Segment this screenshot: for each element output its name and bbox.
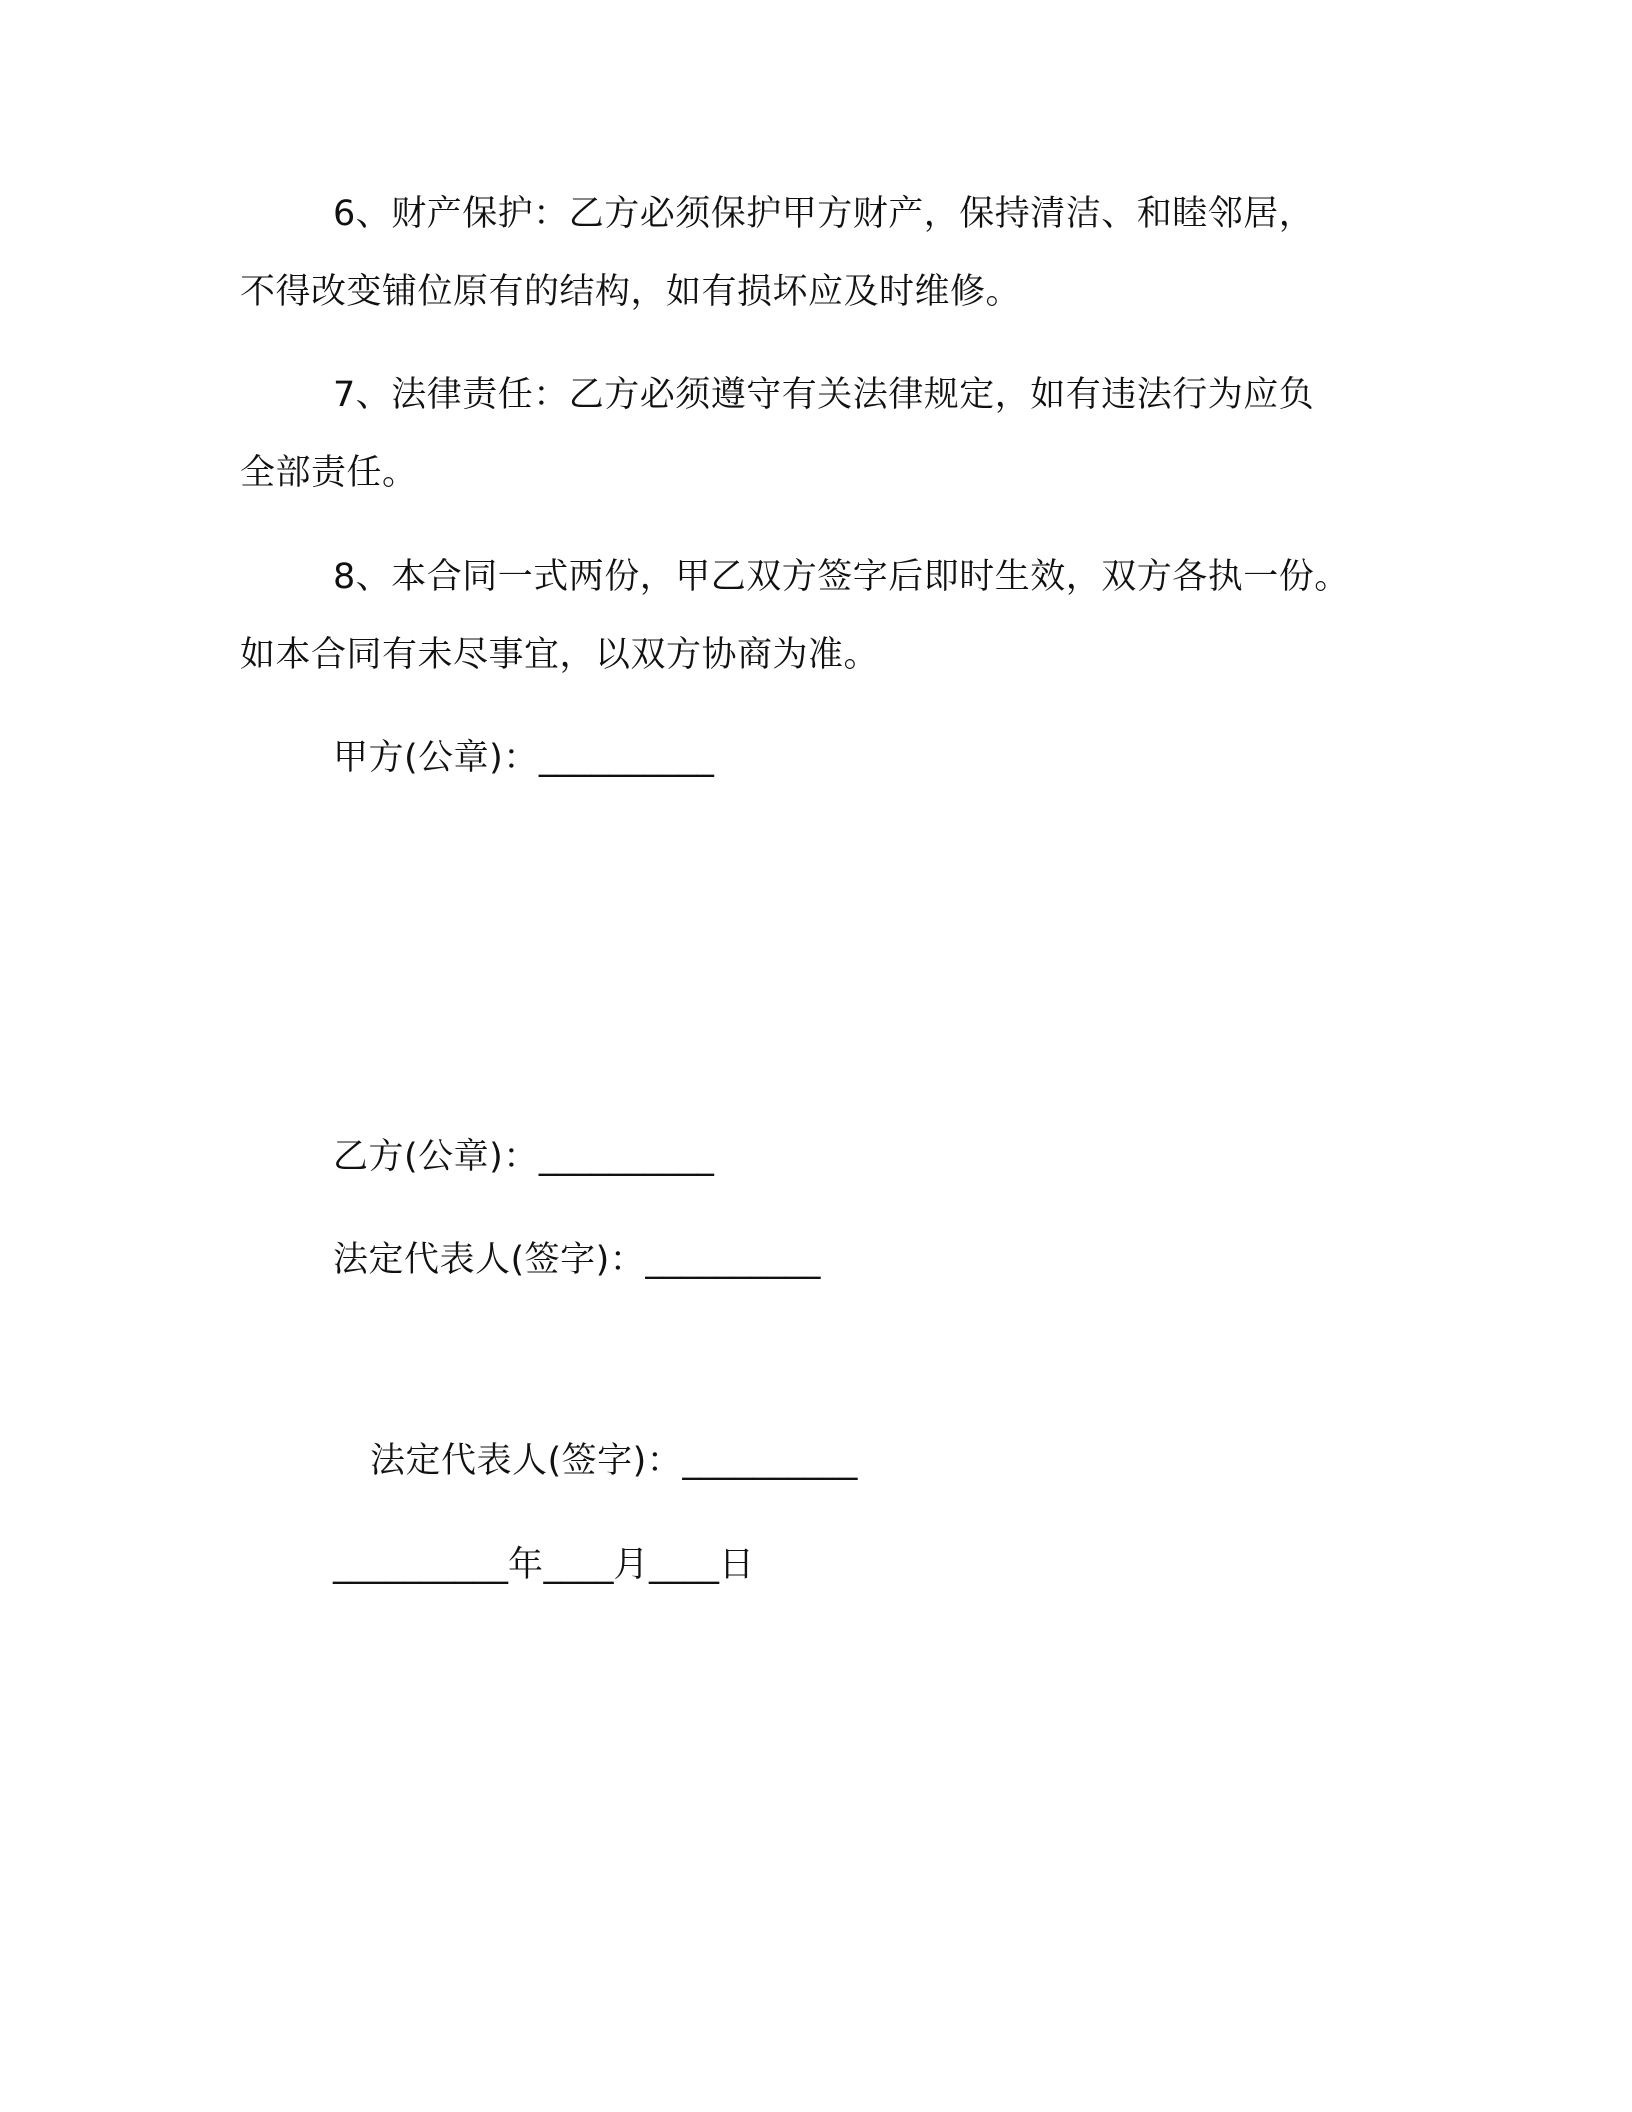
party-b-seal-blank: __________ <box>538 1137 714 1177</box>
clause-6-line-2: 不得改变铺位原有的结构，如有损坏应及时维修。 <box>240 272 1022 312</box>
clause-8-line-2: 如本合同有未尽事宜，以双方协商为准。 <box>240 635 880 675</box>
party-b-seal-label: 乙方(公章)： <box>333 1137 539 1177</box>
party-a-seal-line <box>333 738 714 778</box>
month-label: 月 <box>613 1545 650 1585</box>
party-b-seal-line <box>333 1137 714 1177</box>
clause-7-line-1: 7、法律责任：乙方必须遵守有关法律规定，如有违法行为应负 <box>333 375 1315 415</box>
clause-7-line-2: 全部责任。 <box>240 453 418 493</box>
year-label: 年 <box>508 1545 544 1585</box>
party-a-representative-label: 法定代表人(签字)： <box>370 1441 683 1481</box>
month-blank: ____ <box>543 1545 614 1585</box>
signing-date-line <box>333 1545 755 1585</box>
party-b-representative-label: 法定代表人(签字)： <box>333 1240 646 1280</box>
day-label: 日 <box>719 1545 755 1585</box>
year-blank: __________ <box>333 1545 508 1585</box>
party-a-representative-line <box>370 1441 858 1481</box>
day-blank: ____ <box>649 1545 720 1585</box>
party-a-seal-label: 甲方(公章)： <box>333 738 539 778</box>
party-b-representative-blank: __________ <box>645 1240 821 1280</box>
clause-6-line-1: 6、财产保护：乙方必须保护甲方财产，保持清洁、和睦邻居， <box>333 194 1315 234</box>
party-b-representative-line <box>333 1240 821 1280</box>
party-a-seal-blank: __________ <box>538 738 714 778</box>
clause-8-line-1: 8、本合同一式两份，甲乙双方签字后即时生效，双方各执一份。 <box>333 557 1350 597</box>
party-a-representative-blank: __________ <box>682 1441 858 1481</box>
